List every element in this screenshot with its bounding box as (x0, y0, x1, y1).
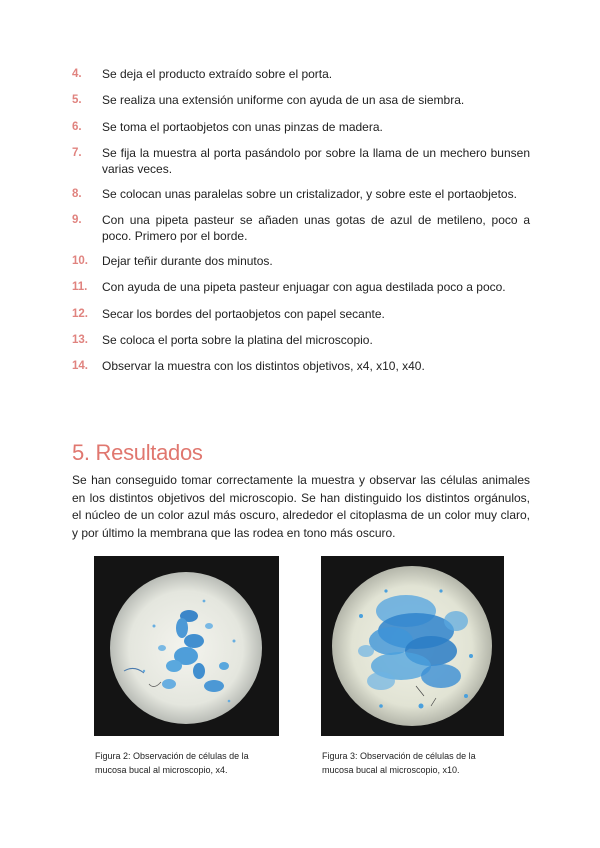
step-number: 14. (72, 360, 88, 373)
step-text: Con una pipeta pasteur se añaden unas gotas de azul de metileno, poco a poco. Primero por el borde. (102, 213, 530, 244)
step-item (72, 119, 530, 135)
step-number: 4. (72, 68, 82, 80)
step-number: 7. (72, 146, 82, 159)
step-item (72, 66, 530, 82)
step-text: Se realiza una extensión uniforme con ayuda de un asa de siembra. (102, 93, 465, 108)
step-number: 6. (72, 120, 82, 133)
step-item (72, 92, 530, 108)
step-item (72, 358, 530, 374)
figure-3-caption: Figura 3: Observación de células de la mucosa bucal al microscopio, x10. (322, 751, 476, 775)
microscope-image (94, 556, 279, 736)
step-number: 5. (72, 94, 82, 107)
figure-2-caption: Figura 2: Observación de células de la mucosa bucal al microscopio, x4. (95, 751, 249, 775)
step-text: Se coloca el porta sobre la platina del microscopio. (102, 333, 373, 348)
step-item (72, 145, 530, 177)
step-number: 9. (72, 214, 82, 227)
step-text: Se fija la muestra al porta pasándolo por sobre la llama de un mechero bunsen varias veces. (102, 145, 530, 176)
step-item (72, 186, 530, 202)
step-text: Con ayuda de una pipeta pasteur enjuagar con agua destilada poco a poco. (102, 280, 506, 295)
step-text: Se colocan unas paralelas sobre un cristalizador, y sobre este el portaobjetos. (102, 186, 517, 201)
step-number: 12. (72, 307, 88, 320)
step-item (72, 306, 530, 322)
procedure-steps (72, 66, 530, 385)
results-paragraph: Se han conseguido tomar correctamente la muestra y observar las células animales en los distintos objetivos del microscopio. Se han distinguido los distintos orgánulos, el núcleo de un color azul más oscuro, alrededor el citoplasma de un color muy claro, y por último la membrana que las rodea en tono más oscuro. (72, 473, 530, 540)
step-text: Se toma el portaobjetos con unas pinzas de madera. (102, 119, 383, 134)
step-item (72, 212, 530, 244)
step-text: Secar los bordes del portaobjetos con papel secante. (102, 306, 385, 321)
step-number: 11. (72, 281, 88, 294)
step-number: 10. (72, 255, 88, 268)
microscope-image (321, 556, 504, 736)
figure-2-micrograph (94, 556, 279, 736)
step-number: 8. (72, 187, 82, 200)
step-item (72, 279, 530, 295)
step-number: 13. (72, 334, 88, 347)
step-item (72, 253, 530, 269)
step-item (72, 332, 530, 348)
figure-3-micrograph (321, 556, 504, 736)
step-text: Dejar teñir durante dos minutos. (102, 254, 273, 269)
section-title: 5. Resultados (72, 440, 203, 465)
step-text: Se deja el producto extraído sobre el porta. (102, 67, 333, 81)
step-text: Observar la muestra con los distintos objetivos, x4, x10, x40. (102, 359, 425, 374)
